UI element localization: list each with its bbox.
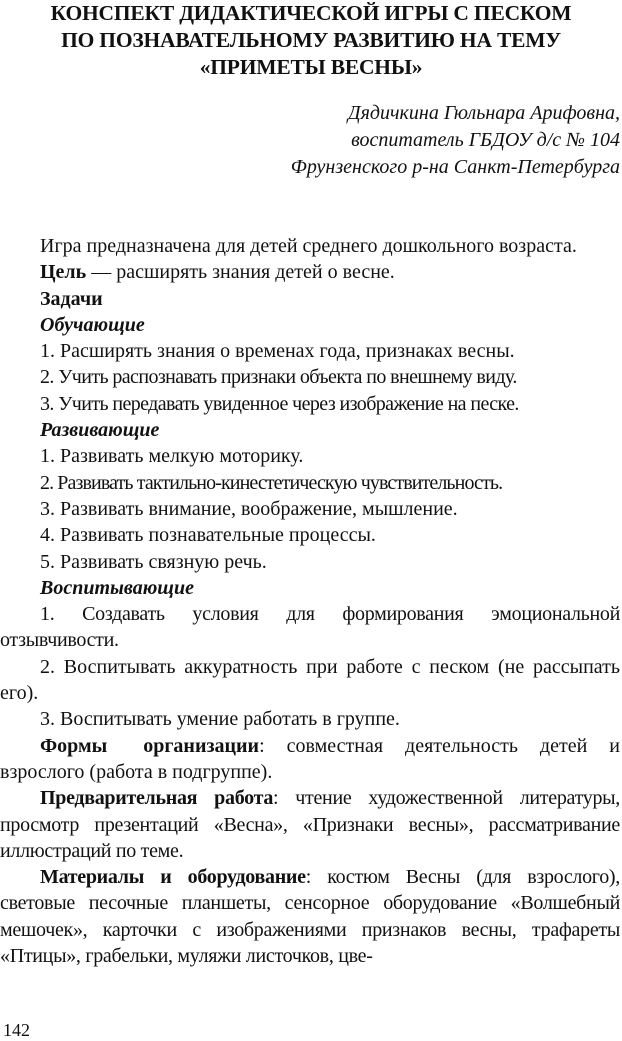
title-line-2: ПО ПОЗНАВАТЕЛЬНОМУ РАЗВИТИЮ НА ТЕМУ bbox=[61, 28, 561, 52]
teaching-item: 3. Учить передавать увиденное через изображение на песке. bbox=[40, 392, 519, 415]
document-title bbox=[0, 0, 622, 81]
forms-text: : совместная деятельность детей и взрослого (работа в подгруппе). bbox=[0, 734, 620, 783]
author-block bbox=[20, 100, 620, 181]
developing-item: 5. Развивать связную речь. bbox=[40, 550, 267, 573]
teaching-item: 2. Учить распознавать признаки объекта по внешнему виду. bbox=[40, 366, 517, 389]
developing-heading: Развивающие bbox=[40, 419, 160, 442]
materials-paragraph bbox=[0, 864, 620, 969]
developing-item: 1. Развивать мелкую моторику. bbox=[40, 445, 304, 468]
teaching-heading: Обучающие bbox=[40, 313, 145, 336]
educating-item: 3. Воспитывать умение работать в группе. bbox=[40, 708, 400, 731]
educating-item: 1. Создавать условия для формирования эмоциональной отзывчивости. bbox=[0, 603, 620, 652]
title-line-3: «ПРИМЕТЫ ВЕСНЫ» bbox=[199, 55, 423, 79]
developing-item: 2. Развивать тактильно-кинестетическую чувствительность. bbox=[40, 471, 503, 494]
teaching-item: 1. Расширять знания о временах года, признаках весны. bbox=[40, 340, 515, 363]
intro-paragraph: Игра предназначена для детей среднего дошкольного возраста. bbox=[40, 235, 577, 257]
developing-item: 4. Развивать познавательные процессы. bbox=[40, 524, 376, 547]
preliminary-text: : чтение художественной литературы, просмотр презентаций «Весна», «Признаки весны», рассматривание иллюстраций по теме. bbox=[0, 787, 620, 862]
author-position: воспитатель ГБДОУ д/с № 104 bbox=[351, 129, 620, 151]
educating-item: 2. Воспитывать аккуратность при работе с песком (не рассыпать его). bbox=[0, 655, 620, 705]
developing-item: 3. Развивать внимание, воображение, мышление. bbox=[40, 497, 458, 520]
page-number: 142 bbox=[3, 1020, 30, 1040]
forms-label: Формы организации bbox=[40, 734, 260, 757]
preliminary-label: Предварительная работа bbox=[40, 787, 274, 810]
goal-paragraph bbox=[0, 259, 620, 285]
goal-text: — расширять знания детей о весне. bbox=[86, 261, 395, 284]
materials-text: : костюм Весны (для взрослого), световые песочные планшеты, сенсорное оборудование «Волшебный мешочек», карточки с изображениями признаков весны, трафареты «Птицы», грабельки, муляжи листочков, цве- bbox=[0, 866, 620, 968]
author-location: Фрунзенского р-на Санкт-Петербурга bbox=[290, 156, 620, 178]
materials-label: Материалы и оборудование bbox=[40, 866, 306, 889]
author-name: Дядичкина Гюльнара Арифовна, bbox=[347, 102, 620, 124]
forms-paragraph bbox=[0, 733, 620, 786]
goal-label: Цель bbox=[40, 261, 87, 284]
tasks-heading: Задачи bbox=[40, 287, 103, 310]
document-body bbox=[0, 233, 620, 969]
preliminary-paragraph bbox=[0, 785, 620, 864]
educating-heading: Воспитывающие bbox=[40, 576, 194, 599]
title-line-1: КОНСПЕКТ ДИДАКТИЧЕСКОЙ ИГРЫ С ПЕСКОМ bbox=[50, 1, 572, 25]
